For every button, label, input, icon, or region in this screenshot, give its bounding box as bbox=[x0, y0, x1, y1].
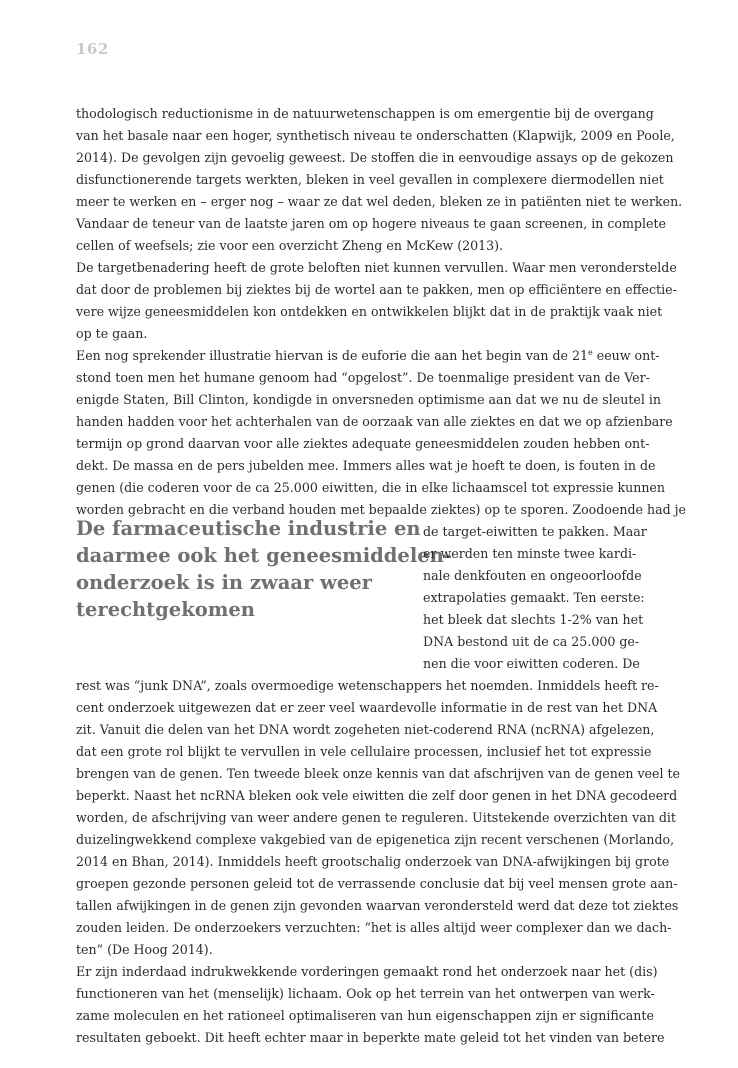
text-line: groepen gezonde personen geleid tot de verrassende conclusie dat bij veel mensen grote aan- bbox=[76, 876, 678, 891]
text-line: ten” (De Hoog 2014). bbox=[76, 942, 213, 957]
pull-quote-line: De farmaceutische industrie en bbox=[76, 517, 421, 540]
text-line: 2014 en Bhan, 2014). Inmiddels heeft grootschalig onderzoek van DNA-afwijkingen bij grote bbox=[76, 854, 670, 869]
text-line: genen (die coderen voor de ca 25.000 eiwitten, die in elke lichaamscel tot expressie kunnen bbox=[76, 480, 665, 495]
text-line: zouden leiden. De onderzoekers verzuchten: “het is alles altijd weer complexer dan we dach- bbox=[76, 920, 672, 935]
text-line: stond toen men het humane genoom had “opgelost”. De toenmalige president van de Ver- bbox=[76, 370, 650, 385]
text-line: het bleek dat slechts 1-2% van het bbox=[423, 612, 644, 627]
text-line: zame moleculen en het rationeel optimaliseren van hun eigenschappen zijn er significante bbox=[76, 1008, 654, 1023]
text-line: Er zijn inderdaad indrukwekkende vorderingen gemaakt rond het onderzoek naar het (dis) bbox=[76, 964, 658, 979]
text-line: de target-eiwitten te pakken. Maar bbox=[423, 524, 647, 539]
text-line: De targetbenadering heeft de grote beloften niet kunnen vervullen. Waar men veronderstelde bbox=[76, 260, 677, 275]
text-line: enigde Staten, Bill Clinton, kondigde in onversneden optimisme aan dat we nu de sleutel in bbox=[76, 392, 662, 407]
text-line: worden gebracht en die verband houden met bepaalde ziektes) op te sporen. Zoodoende had je bbox=[76, 502, 687, 517]
text-line: Vandaar de teneur van de laatste jaren om op hogere niveaus te gaan screenen, in complete bbox=[76, 216, 666, 231]
superscript: e bbox=[588, 347, 593, 357]
text-line: termijn op grond daarvan voor alle ziektes adequate geneesmiddelen zouden hebben ont- bbox=[76, 436, 650, 451]
text-line: nen die voor eiwitten coderen. De bbox=[423, 656, 640, 671]
text-line: DNA bestond uit de ca 25.000 ge- bbox=[423, 634, 640, 649]
text-line: rest was “junk DNA”, zoals overmoedige wetenschappers het noemden. Inmiddels heeft re- bbox=[76, 678, 659, 693]
text-line: op te gaan. bbox=[76, 326, 148, 341]
text-line: resultaten geboekt. Dit heeft echter maar in beperkte mate geleid tot het vinden van betere bbox=[76, 1030, 665, 1045]
text-line: extrapolaties gemaakt. Ten eerste: bbox=[423, 590, 645, 605]
text-line: dat door de problemen bij ziektes bij de wortel aan te pakken, men op efficiëntere en effectie- bbox=[76, 282, 677, 297]
text-line bbox=[76, 346, 660, 366]
pull-quote-line: terechtgekomen bbox=[76, 598, 255, 621]
text-line: tallen afwijkingen in de genen zijn gevonden waarvan verondersteld werd dat deze tot ziektes bbox=[76, 898, 679, 913]
pull-quote-line: onderzoek is in zwaar weer bbox=[76, 571, 372, 594]
text-line: van het basale naar een hoger, synthetisch niveau te onderschatten (Klapwijk, 2009 en Poole, bbox=[76, 128, 675, 143]
text-line: disfunctionerende targets werkten, bleken in veel gevallen in complexere diermodellen niet bbox=[76, 172, 664, 187]
text-line: brengen van de genen. Ten tweede bleek onze kennis van dat afschrijven van de genen veel te bbox=[76, 766, 681, 781]
text-line: duizelingwekkend complexe vakgebied van de epigenetica zijn recent verschenen (Morlando, bbox=[76, 832, 675, 847]
text-line: worden, de afschrijving van weer andere genen te reguleren. Uitstekende overzichten van dit bbox=[76, 810, 676, 825]
text-line: handen hadden voor het achterhalen van de oorzaak van alle ziektes en dat we op afzienbare bbox=[76, 414, 673, 429]
text-line: zit. Vanuit die delen van het DNA wordt zogeheten niet-coderend RNA (ncRNA) afgelezen, bbox=[76, 722, 655, 737]
pull-quote-line: daarmee ook het geneesmiddelen- bbox=[76, 544, 452, 567]
text-segment: Een nog sprekender illustratie hiervan is de euforie die aan het begin van de 21 bbox=[76, 348, 589, 363]
text-line: cellen of weefsels; zie voor een overzicht Zheng en McKew (2013). bbox=[76, 238, 504, 253]
text-line: cent onderzoek uitgewezen dat er zeer veel waardevolle informatie in de rest van het DNA bbox=[76, 700, 658, 715]
pull-quote bbox=[76, 515, 452, 623]
text-line: 2014). De gevolgen zijn gevoelig geweest. De stoffen die in eenvoudige assays op de gekozen bbox=[76, 150, 674, 165]
text-line: beperkt. Naast het ncRNA bleken ook vele eiwitten die zelf door genen in het DNA gecodeerd bbox=[76, 788, 678, 803]
text-segment: eeuw ont- bbox=[592, 348, 660, 363]
text-line: er werden ten minste twee kardi- bbox=[423, 546, 637, 561]
text-line: thodologisch reductionisme in de natuurwetenschappen is om emergentie bij de overgang bbox=[76, 106, 654, 121]
page-number: 162 bbox=[76, 40, 109, 58]
text-line: dekt. De massa en de pers jubelden mee. Immers alles wat je hoeft te doen, is fouten in de bbox=[76, 458, 656, 473]
text-line: functioneren van het (menselijk) lichaam. Ook op het terrein van het ontwerpen van werk- bbox=[76, 986, 655, 1001]
text-line: nale denkfouten en ongeoorloofde bbox=[423, 568, 642, 583]
text-line: meer te werken en – erger nog – waar ze dat wel deden, bleken ze in patiënten niet te werken. bbox=[76, 194, 683, 209]
text-line: vere wijze geneesmiddelen kon ontdekken en ontwikkelen blijkt dat in de praktijk vaak niet bbox=[76, 304, 663, 319]
text-line: dat een grote rol blijkt te vervullen in vele cellulaire processen, inclusief het tot expressie bbox=[76, 744, 652, 759]
